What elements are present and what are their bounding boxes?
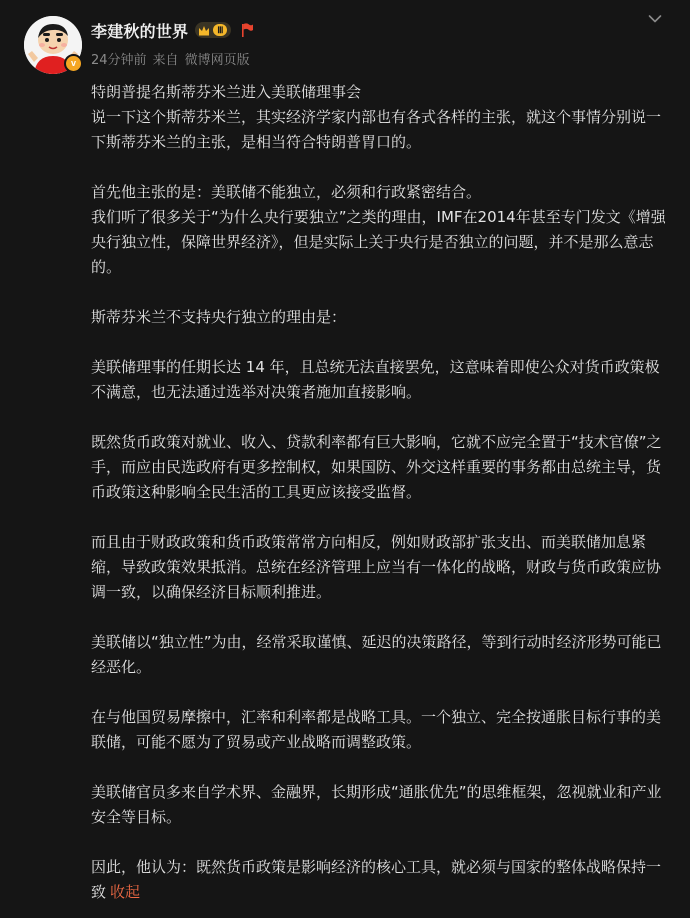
post-paragraph: 首先他主张的是：美联储不能独立，必须和行政紧密结合。 [91, 183, 482, 201]
post-time[interactable]: 24分钟前 [91, 53, 147, 68]
verified-badge-icon: v [64, 54, 83, 73]
level-badge[interactable] [195, 22, 231, 38]
post-paragraph: 斯蒂芬米兰不支持央行独立的理由是： [91, 308, 347, 326]
post-paragraph: 美联储以“独立性”为由，经常采取谨慎、延迟的决策路径，等到行动时经济形势可能已经恶化。 [91, 633, 662, 676]
paragraph-gap [91, 280, 671, 305]
post-header [91, 18, 650, 68]
post-title: 特朗普提名斯蒂芬米兰进入美联储理事会 [91, 83, 362, 101]
collapse-link[interactable]: 收起 [110, 883, 141, 901]
paragraph-gap [91, 155, 671, 180]
post-paragraph: 我们听了很多关于“为什么央行要独立”之类的理由，IMF在2014年甚至专门发文《增强央行独立性，保障世界经济》，但是实际上关于央行是否独立的问题，并不是那么意志的。 [91, 208, 666, 276]
paragraph-gap [91, 605, 671, 630]
paragraph-gap [91, 330, 671, 355]
post-meta [91, 49, 650, 68]
post-paragraph: 在与他国贸易摩擦中，汇率和利率都是战略工具。一个独立、完全按通胀目标行事的美联储，可能不愿为了贸易或产业战略而调整政策。 [91, 708, 662, 751]
post-paragraph: 既然货币政策对就业、收入、贷款利率都有巨大影响，它就不应完全置于“技术官僚”之手，而应由民选政府有更多控制权，如果国防、外交这样重要的事务都由总统主导，货币政策这种影响全民生活的工具更应该接受监督。 [91, 433, 662, 501]
author-name[interactable]: 李建秋的世界 [91, 21, 189, 41]
crown-icon [197, 23, 211, 37]
red-flag-icon[interactable] [240, 22, 254, 38]
avatar-container[interactable] [24, 16, 82, 74]
level-badge-label: Ⅲ [213, 24, 227, 36]
paragraph-gap [91, 680, 671, 705]
chevron-down-icon[interactable] [648, 14, 662, 24]
post-paragraph: 说一下这个斯蒂芬米兰，其实经济学家内部也有各式各样的主张，就这个事情分别说一下斯蒂芬米兰的主张，是相当符合特朗普胃口的。 [91, 108, 662, 151]
paragraph-gap [91, 405, 671, 430]
name-row [91, 18, 650, 42]
paragraph-gap [91, 830, 671, 855]
paragraph-gap [91, 755, 671, 780]
post-paragraph: 美联储理事的任期长达 14 年，且总统无法直接罢免，这意味着即使公众对货币政策极不满意，也无法通过选举对决策者施加直接影响。 [91, 358, 660, 401]
post-paragraph-text: 因此，他认为：既然货币政策是影响经济的核心工具，就必须与国家的整体战略保持一致 [91, 858, 662, 901]
post-paragraph: 美联储官员多来自学术界、金融界，长期形成“通胀优先”的思维框架，忽视就业和产业安全等目标。 [91, 783, 662, 826]
post-paragraph: 而且由于财政政策和货币政策常常方向相反，例如财政部扩张支出、而美联储加息紧缩，导致政策效果抵消。总统在经济管理上应当有一体化的战略，财政与货币政策应协调一致，以确保经济目标顺利推进。 [91, 533, 662, 601]
post-last-paragraph [91, 855, 671, 905]
post-source[interactable]: 微博网页版 [184, 53, 250, 68]
source-prefix: 来自 [152, 53, 179, 68]
post-content [91, 80, 671, 905]
paragraph-gap [91, 505, 671, 530]
